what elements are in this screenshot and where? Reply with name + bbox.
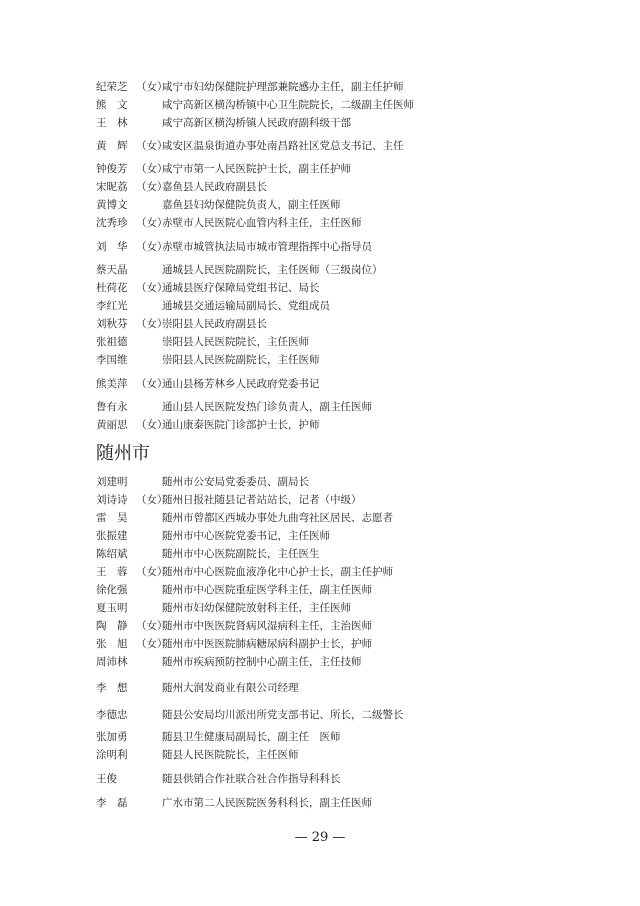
- person-name: 黄博文: [96, 199, 128, 211]
- person-name: 李国维: [96, 354, 128, 366]
- gender-note: （女）: [136, 638, 168, 650]
- person-name: 黄丽思: [96, 419, 128, 431]
- person-name: 李红光: [96, 300, 128, 312]
- person-name: 杜荷花: [96, 282, 128, 294]
- position-description: 随州日报社随县记者站站长，记者（中级）: [162, 494, 362, 506]
- person-name: 宋昵荔: [96, 181, 128, 193]
- person-name: 雷 昊: [96, 512, 128, 524]
- position-description: 随州大润发商业有限公司经理: [162, 682, 299, 694]
- gender-note: （女）: [136, 163, 168, 175]
- person-name: 刘诗诗: [96, 494, 128, 506]
- person-name: 刘秋芬: [96, 318, 128, 330]
- position-description: 随州市中心医院血液净化中心护士长，副主任护师: [162, 566, 393, 578]
- position-description: 随州市曾都区西城办事处九曲弯社区居民、志愿者: [162, 512, 393, 524]
- position-description: 随州市中心医院党委书记，主任医师: [162, 530, 330, 542]
- person-name: 鲁有永: [96, 401, 128, 413]
- position-description: 嘉鱼县妇幼保健院负责人，副主任医师: [162, 199, 341, 211]
- gender-note: （女）: [136, 181, 168, 193]
- position-description: 随州市中心医院副院长，主任医生: [162, 548, 320, 560]
- gender-note: （女）: [136, 282, 168, 294]
- position-description: 咸宁高新区横沟桥镇人民政府副科级干部: [162, 117, 351, 129]
- gender-note: （女）: [136, 620, 168, 632]
- person-name: 夏玉明: [96, 602, 128, 614]
- person-name: 张加勇: [96, 731, 128, 743]
- position-description: 通城县人民医院副院长，主任医师（三级岗位）: [162, 264, 383, 276]
- person-name: 蔡天晶: [96, 264, 128, 276]
- position-description: 随州市妇幼保健院放射科主任，主任医师: [162, 602, 351, 614]
- position-description: 嘉鱼县人民政府副县长: [162, 181, 267, 193]
- position-description: 随县人民医院院长，主任医师: [162, 749, 299, 761]
- position-description: 通城县医疗保障局党组书记、局长: [162, 282, 320, 294]
- position-description: 随州市中医医院肺病糖尿病科副护士长，护师: [162, 638, 372, 650]
- gender-note: （女）: [136, 217, 168, 229]
- position-description: 通山县人民医院发热门诊负责人，副主任医师: [162, 401, 372, 413]
- position-description: 咸安区温泉街道办事处南昌路社区党总支书记、主任: [162, 140, 404, 152]
- position-description: 随州市公安局党委委员、副局长: [162, 476, 309, 488]
- position-description: 咸宁市第一人民医院护士长，副主任护师: [162, 163, 351, 175]
- section-heading: 随州市: [96, 443, 150, 464]
- position-description: 随州市疾病预防控制中心副主任，主任技师: [162, 656, 362, 668]
- gender-note: （女）: [136, 140, 168, 152]
- gender-note: （女）: [136, 566, 168, 578]
- person-name: 陈绍斌: [96, 548, 128, 560]
- person-name: 张祖德: [96, 336, 128, 348]
- person-name: 陶 静: [96, 620, 128, 632]
- person-name: 徐化强: [96, 584, 128, 596]
- person-name: 黄 辉: [96, 140, 128, 152]
- person-name: 张 旭: [96, 638, 128, 650]
- position-description: 崇阳县人民医院院长，主任医师: [162, 336, 309, 348]
- person-name: 李 磊: [96, 797, 128, 809]
- position-description: 赤壁市城管执法局市城市管理指挥中心指导员: [162, 241, 372, 253]
- position-description: 随县供销合作社联合社合作指导科科长: [162, 773, 341, 785]
- gender-note: （女）: [136, 241, 168, 253]
- person-name: 刘 华: [96, 241, 128, 253]
- position-description: 广水市第二人民医院医务科科长，副主任医师: [162, 797, 372, 809]
- position-description: 崇阳县人民医院副院长，主任医师: [162, 354, 320, 366]
- person-name: 熊美萍: [96, 378, 128, 390]
- gender-note: （女）: [136, 81, 168, 93]
- gender-note: （女）: [136, 419, 168, 431]
- position-description: 通山县杨芳林乡人民政府党委书记: [162, 378, 320, 390]
- person-name: 王 林: [96, 117, 128, 129]
- gender-note: （女）: [136, 378, 168, 390]
- position-description: 随县公安局均川派出所党支部书记、所长，二级警长: [162, 709, 404, 721]
- position-description: 赤壁市人民医院心血管内科主任，主任医师: [162, 217, 362, 229]
- position-description: 随州市中心医院重症医学科主任，副主任医师: [162, 584, 372, 596]
- person-name: 熊 文: [96, 99, 128, 111]
- person-name: 周沛林: [96, 656, 128, 668]
- person-name: 沈秀珍: [96, 217, 128, 229]
- person-name: 王俊: [96, 773, 117, 785]
- person-name: 张振建: [96, 530, 128, 542]
- position-description: 咸宁高新区横沟桥镇中心卫生院院长，二级副主任医师: [162, 99, 414, 111]
- position-description: 随州市中医医院肾病风湿病科主任，主治医师: [162, 620, 372, 632]
- person-name: 纪荣芝: [96, 81, 128, 93]
- page-number: — 29 —: [294, 830, 346, 845]
- position-description: 通城县交通运输局副局长、党组成员: [162, 300, 330, 312]
- person-name: 李德忠: [96, 709, 128, 721]
- person-name: 刘建明: [96, 476, 128, 488]
- person-name: 涂明利: [96, 749, 128, 761]
- gender-note: （女）: [136, 494, 168, 506]
- person-name: 李 想: [96, 682, 128, 694]
- gender-note: （女）: [136, 318, 168, 330]
- position-description: 通山康泰医院门诊部护士长，护师: [162, 419, 320, 431]
- position-description: 崇阳县人民政府副县长: [162, 318, 267, 330]
- position-description: 咸宁市妇幼保健院护理部兼院感办主任，副主任护师: [162, 81, 404, 93]
- person-name: 钟俊芳: [96, 163, 128, 175]
- position-description: 随县卫生健康局副局长，副主任 医师: [162, 731, 341, 743]
- person-name: 王 蓉: [96, 566, 128, 578]
